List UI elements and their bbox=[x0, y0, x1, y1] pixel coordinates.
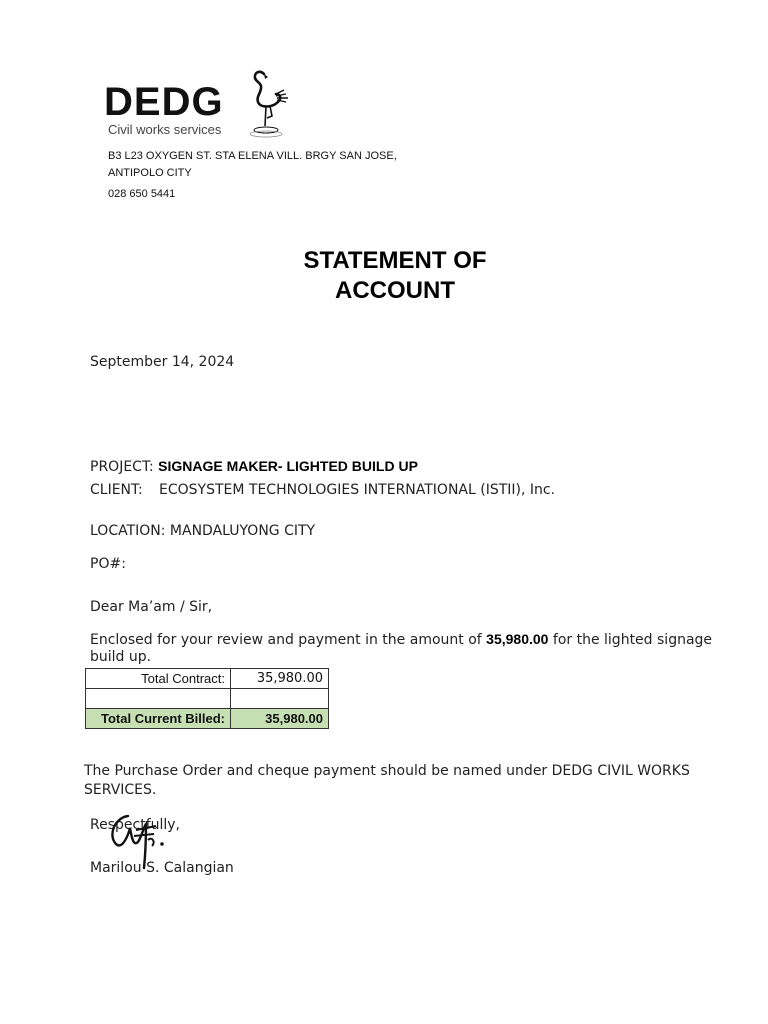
table-cell-value bbox=[231, 689, 329, 709]
table-cell-label: Total Current Billed: bbox=[86, 709, 231, 729]
table-cell-value: 35,980.00 bbox=[231, 709, 329, 729]
table-row-total-billed bbox=[86, 709, 329, 729]
client-line bbox=[90, 481, 555, 499]
billing-table bbox=[85, 668, 329, 729]
enclosed-paragraph bbox=[90, 631, 720, 666]
location-line: LOCATION: MANDALUYONG CITY bbox=[90, 523, 316, 539]
table-cell-value: 35,980.00 bbox=[231, 669, 329, 689]
payment-note: The Purchase Order and cheque payment should be named under DEDG CIVIL WORKS SERVICES. bbox=[84, 763, 690, 798]
table-cell-label bbox=[86, 689, 231, 709]
table-row bbox=[86, 689, 329, 709]
address-line-2: ANTIPOLO CITY bbox=[108, 167, 192, 179]
enclosed-text-post: for the lighted signage build up. bbox=[90, 632, 713, 665]
enclosed-text-pre: Enclosed for your review and payment in the amount of bbox=[90, 632, 487, 648]
salutation: Dear Ma’am / Sir, bbox=[90, 599, 213, 615]
signatory-name: Marilou S. Calangian bbox=[90, 860, 234, 876]
title-line-1: STATEMENT OF bbox=[303, 247, 487, 274]
table-cell-label: Total Contract: bbox=[86, 669, 231, 689]
logo-subtext: Civil works services bbox=[108, 122, 222, 137]
project-label: PROJECT: bbox=[90, 459, 154, 475]
project-line bbox=[90, 457, 418, 476]
po-line: PO#: bbox=[90, 556, 126, 572]
client-value: ECOSYSTEM TECHNOLOGIES INTERNATIONAL (ISTII), Inc. bbox=[159, 482, 556, 498]
title-line-2: ACCOUNT bbox=[335, 277, 455, 304]
statement-date: September 14, 2024 bbox=[90, 354, 235, 370]
address-line-1: B3 L23 OXYGEN ST. STA ELENA VILL. BRGY SAN JOSE, bbox=[108, 150, 397, 162]
closing: Respectfully, bbox=[90, 817, 181, 833]
company-logo bbox=[104, 68, 294, 140]
enclosed-amount: 35,980.00 bbox=[486, 631, 549, 647]
phone-number: 028 650 5441 bbox=[108, 188, 176, 200]
project-value: SIGNAGE MAKER- LIGHTED BUILD UP bbox=[158, 458, 418, 474]
document-title bbox=[0, 246, 768, 306]
table-row bbox=[86, 669, 329, 689]
flamingo-icon bbox=[250, 68, 292, 138]
logo-wordmark: DEDG bbox=[104, 80, 224, 124]
client-label: CLIENT: bbox=[90, 482, 143, 498]
